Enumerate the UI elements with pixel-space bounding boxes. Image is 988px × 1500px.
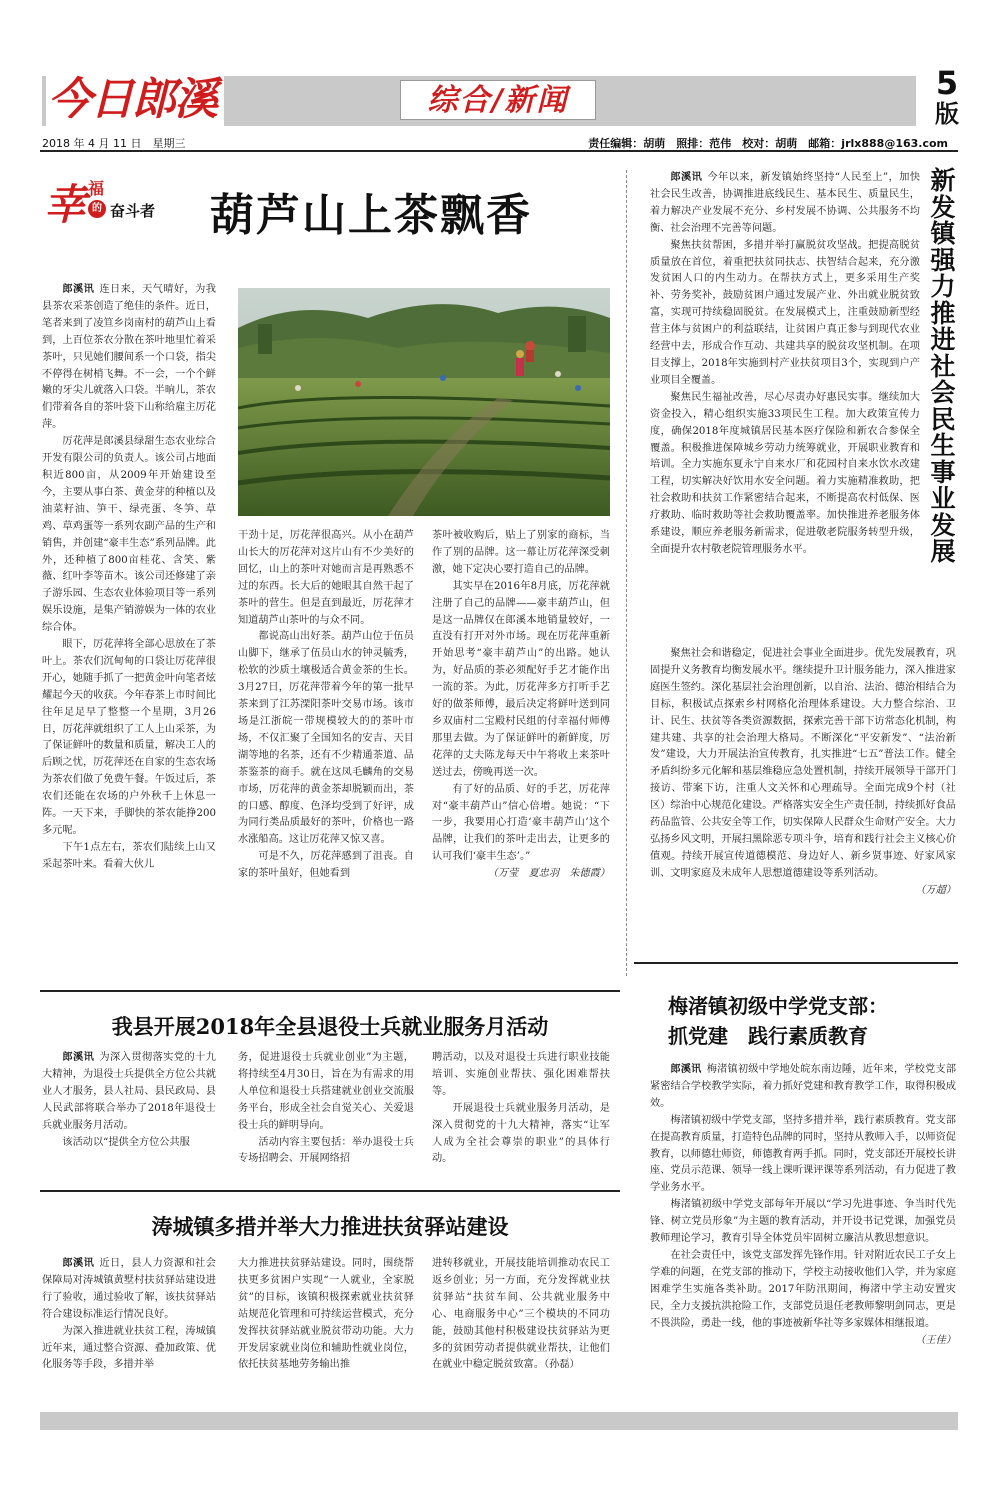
meizhu-headline-line-2: 抓党建 践行素质教育 — [668, 1024, 868, 1048]
tea-col3-para-1: 茶叶被收购后，贴上了别家的商标，当作了别的品牌。这一幕让厉花萍深受刺激，她下定决心要打造自己的品牌。 — [432, 530, 610, 575]
veterans-col3-para-2: 开展退役士兵就业服务月活动，是深入贯彻党的十九大精神，落实“让军人成为全社会尊崇的职业”的具体行动。 — [432, 1102, 610, 1165]
meizhu-para-1: 梅渚镇初级中学地处皖东南边陲，近年来，学校党支部紧密结合学校教学实际，着力抓好党建和教育教学工作，取得积极成效。 — [650, 1064, 956, 1109]
column-divider — [626, 170, 627, 976]
veterans-col1-para-2: 该活动以“提供全方位公共服 — [62, 1136, 190, 1148]
taocheng-col1-para-1: 近日，县人力资源和社会保障局对涛城镇黄墅村扶贫驿站建设进行了验收，通过验收了解，该扶贫驿站符合建设标准运行情况良好。 — [42, 1258, 216, 1320]
column-label — [44, 176, 184, 240]
xinfa-byline: 郎溪讯 — [670, 172, 703, 183]
meizhu-byline: 郎溪讯 — [670, 1064, 702, 1075]
veterans-column-2 — [238, 1050, 414, 1178]
veterans-byline: 郎溪讯 — [62, 1052, 95, 1063]
column-label-rest: 奋斗者 — [110, 202, 156, 220]
tea-column-1 — [42, 282, 216, 972]
masthead-logo: 今日郎溪 — [48, 74, 216, 125]
xinfa-author-sign: （万超） — [915, 884, 956, 896]
taocheng-col2-para-1: 大力推进扶贫驿站建设。同时，围绕帮扶更多贫困户实现“一人就业，全家脱贫”的目标，该镇积极探索就业扶贫驿站规范化管理和可持续运营模式，充分发挥扶贫驿站就业脱贫带动功能。大力开发居家就业岗位和辅助性就业岗位，依托扶贫基地劳务输出推 — [238, 1258, 414, 1371]
page-number-digit: 5 — [935, 64, 959, 102]
xinfa-para-1: 今年以来，新发镇始终坚持“人民至上”，加快社会民生改善，协调推进底线民生、基本民生、质量民生，着力解决产业发展不充分、乡村发展不协调、公共服务不均衡、社会治理不完善等问题。 — [650, 172, 920, 234]
veterans-col3-para-1: 聘活动，以及对退役士兵进行职业技能培训、实施创业帮扶、强化困难帮扶等。 — [432, 1052, 610, 1097]
tea-column-2 — [238, 528, 414, 972]
mid-rule-right — [634, 962, 958, 964]
taocheng-col3-para-1: 进转移就业，开展技能培训推动农民工返乡创业；另一方面，充分发挥就业扶贫驿站“扶贫车间、公共就业服务中心、电商服务中心”三个模块的不同功能，鼓励其他村积极建设扶贫驿站为更多的贫困劳动者提供就业帮扶，让他们在就业中稳定脱贫致富。（孙磊） — [432, 1258, 610, 1371]
veterans-col2-para-2: 活动内容主要包括：举办退役士兵专场招聘会、开展网络招 — [238, 1136, 414, 1165]
taocheng-col1-para-2: 为深入推进就业扶贫工程，涛城镇近年来，通过整合资源、叠加政策、优化服务等手段，多措并举 — [42, 1325, 216, 1371]
header-rule — [40, 150, 958, 152]
veterans-col1-para-1: 为深入贯彻落实党的十九大精神，为退役士兵提供全方位公共就业人才服务，县人社局、县民政局、县人民武部将联合举办了2018年退役士兵就业服务月活动。 — [42, 1052, 216, 1131]
taocheng-byline: 郎溪讯 — [62, 1258, 95, 1269]
veterans-column-3 — [432, 1050, 610, 1178]
meizhu-para-4: 在社会责任中，该党支部发挥先锋作用。针对附近农民工子女上学难的问题，在党支部的推动下，学校主动接收他们入学，并为家庭困难学生实施各类补助。2017年防汛期间，梅渚中学主动安置灾民，全力支援抗洪抢险工作，支部党员退任老教师黎明剑同志，更是不畏洪险，勇赴一线，他的事迹被新华社等多家媒体相继报道。 — [650, 1249, 956, 1329]
meizhu-author-sign: （王佳） — [915, 1334, 956, 1346]
tea-headline: 葫芦山上茶飘香 — [210, 190, 532, 241]
tea-col3-para-3: 有了好的品质、好的手艺，厉花萍对“豪丰葫芦山”信心倍增。她说：“下一步，我要用心打造‘豪丰葫芦山’这个品牌，让我们的茶叶走出去，让更多的认可我们‘豪丰生态’。” — [432, 783, 610, 863]
taocheng-headline: 涛城镇多措并举大力推进扶贫驿站建设 — [151, 1214, 509, 1239]
taocheng-column-3 — [432, 1256, 610, 1404]
tea-col3-para-2: 其实早在2016年8月底，厉花萍就注册了自己的品牌——豪丰葫芦山，但是这一品牌仅在郎溪本地销量较好，一直没有打开对外市场。现在厉花萍重新开始思考“豪丰葫芦山”的出路。她认为，好品质的茶必须配好手艺才能作出一流的茶。为此，厉花萍多方打听手艺好的做茶师傅，最后决定将鲜叶送到同乡双庙村二宝殿村民组的付幸福付师傅那里去做。为了保证鲜叶的新鲜度，厉花萍的丈夫陈龙每天中午将收上来茶叶送过去，傍晚再送一次。 — [432, 580, 610, 778]
xinfa-para-3: 聚焦民生福祉改善，尽心尽责办好惠民实事。继续加大资金投入，精心组织实施33项民生工程。加大政策宣传力度，确保2018年度城镇居民基本医疗保险和新农合参保全覆盖。积极推进保障城乡劳动力统筹就业，开展职业教育和培训。全力实施东夏永宁自来水厂和花园村自来水饮水改建工程，切实解决好饮用水安全问题。着力实施精准救助，把社会救助和扶贫工作紧密结合起来，不断提高农村低保、医疗救助、临时救助等社会救助覆盖率。加快推进养老服务体系建设，顺应养老服务新需求，促进敬老院服务转型升级，全面提升农村敬老院管理服务水平。 — [650, 391, 920, 555]
tea-garden-photo — [238, 288, 610, 516]
tea-col1-para-3: 眼下，厉花萍将全部心思放在了茶叶上。茶农们沉甸甸的口袋让厉花萍很开心，她随手抓了一把黄金叶向笔者炫耀起今天的收获。今年春茶上市时间比往年足足早了整整一个星期，3月26日，厉花萍就组织了工人上山采茶，为了保证鲜叶的数量和质量，解决工人的后顾之忧，厉花萍还在自家的生态农场为茶农们做了免费午餐。午饭过后，茶农们还能在农场的户外秋千上休息一阵。一天下来，手脚快的茶农能挣200多元呢。 — [42, 639, 216, 836]
tea-garden-illustration — [238, 288, 610, 516]
column-label-big: 幸 — [44, 180, 87, 229]
page-number-unit: 版 — [935, 100, 959, 128]
meizhu-headline-line-1: 梅渚镇初级中学党支部： — [668, 994, 888, 1018]
meizhu-para-2: 梅渚镇初级中学党支部，坚持多措并举，践行素质教育。党支部在提高教育质量，打造特色品牌的同时，坚持从教师入手，以师资促教育，以师德壮师资，师德教育两手抓。同时，党支部还开展校长讲座、党员示范课、领导一线上课听课评课等系列活动，有力促进了教学业务水平。 — [650, 1114, 956, 1194]
meizhu-body — [650, 1062, 956, 1404]
veterans-col2-para-1: 务，促进退役士兵就业创业”为主题，将持续至4月30日，旨在为有需求的用人单位和退役士兵搭建就业创业交流服务平台，形成全社会自觉关心、关爱退役士兵的鲜明导向。 — [238, 1052, 414, 1131]
tea-col1-para-1: 连日来，天气晴好，为我县茶农采茶创造了绝佳的条件。近日，笔者来到了凌笪乡岗南村的葫芦山上看到，上百位茶农分散在茶叶地里忙着采茶叶，只见她们腰间系一个口袋，指尖不停得在树梢飞舞。不一会，一个个鲜嫩的牙尖儿就落入口袋。半晌儿，茶农们带着各自的茶叶袋下山称给雇主厉花萍。 — [42, 284, 216, 431]
tea-column-3 — [432, 528, 610, 972]
tea-byline: 郎溪讯 — [62, 284, 95, 295]
column-label-circle: 的 — [88, 200, 106, 218]
section-title: 综合/新闻 — [400, 80, 596, 120]
tea-author-sign: （万莹 夏忠羽 朱德霞） — [487, 868, 610, 880]
tea-col2-para-2: 都说高山出好茶。葫芦山位于伍员山脚下，继承了伍员山水的钟灵毓秀，松软的沙质土壤极适合黄金茶的生长。3月27日，厉花萍带着今年的第一批早茶来到了江苏溧阳茶叶交易市场。该市场是江浙皖一带规模较大的的茶叶市场，不仅汇聚了全国知名的安吉、天目湖等地的名茶，还有不少精通茶道、品茶鉴茶的商手。就在这凤毛麟角的交易市场，厉花萍的黄金茶却脱颖而出，茶的口感、醇度、色泽均受到了好评，成为同行类品质最好的茶叶，价格也一路水涨船高。这让厉花萍又惊又喜。 — [238, 631, 414, 846]
tea-col1-para-4: 下午1点左右，茶农们陆续上山又采起茶叶来。看着大伙儿 — [42, 841, 216, 870]
xinfa-body-bottom — [650, 646, 956, 954]
xinfa-para-2: 聚焦扶贫帮困，多措并举打赢脱贫攻坚战。把提高脱贫质量放在首位，着重把扶贫同扶志、扶智结合起来，充分激发贫困人口的内生动力。在帮扶方式上，更多采用生产奖补、劳务奖补，鼓励贫困户通过发展产业、外出就业脱贫致富，实现可持续稳固脱贫。在发展模式上，注重鼓励新型经营主体与贫困户的利益联结，让贫困户真正参与到现代农业经营中去，形成合作互动、共建共享的脱贫攻坚机制。在项目支撑上，2018年实施到村产业扶贫项目3个，实现到户产业项目全覆盖。 — [650, 239, 920, 386]
tea-col1-para-2: 厉花萍是郎溪县绿甜生态农业综合开发有限公司的负责人。该公司占地面积近800亩，从2009年开始建设至今，主要从事白茶、黄金芽的种植以及油菜籽油、笋干、绿壳蛋、冬笋、草鸡、草鸡蛋等一系列农副产品的生产和销售，并创建“豪丰生态”系列品牌。此外，还种植了800亩桂花、含笑、紫薇、红叶李等苗木。该公司还修建了亲子游乐园、生态农业体验项目等一系列娱乐设施，是集产销游娱为一体的农业综合体。 — [42, 436, 216, 634]
footer-band — [40, 1412, 958, 1430]
editor-credits: 责任编辑：胡萌 照排：范伟 校对：胡萌 邮箱：jrlx888@163.com — [588, 137, 948, 150]
taocheng-column-1 — [42, 1256, 216, 1404]
xinfa-para-4: 聚焦社会和谐稳定，促进社会事业全面进步。优先发展教育，巩固提升义务教育均衡发展水平。继续提升卫计服务能力，深入推进家庭医生签约。深化基层社会治理创新，以自治、法治、德治相结合为目标，积极试点探索乡村网格化治理体系建设。大力整合综治、卫计、民生、扶贫等各类资源数据，探索完善干部下访常态化机制，构建共建、共享的社会治理大格局。不断深化“平安新发”、“法治新发”建设，大力开展法治宣传教育，扎实推进“七五”普法工作。健全矛盾纠纷多元化解和基层维稳应急处置机制，持续开展领导干部开门接访、带案下访，注重人文关怀和心理疏导。全面完成9个村（社区）综治中心规范化建设。严格落实安全生产责任制，持续抓好食品药品监管、公共安全等工作，切实保障人民群众生命财产安全。大力弘扬乡风文明，开展扫黑除恶专项斗争，培育和践行社会主义核心价值观。持续开展宣传道德模范、身边好人、新乡贤事迹、好家风家训、文明家庭及未成年人思想道德建设等系列活动。 — [650, 648, 956, 879]
column-label-small: 福 — [88, 179, 105, 198]
page-number — [922, 66, 972, 128]
meizhu-para-3: 梅渚镇初级中学党支部每年开展以“学习先进事迹、争当时代先锋、树立党员形象”为主题的教育活动，并开设书记党课，加强党员教师理论学习，教育引导全体党员牢固树立廉洁从教思想意识。 — [650, 1199, 956, 1245]
veterans-headline: 我县开展2018年全县退役士兵就业服务月活动 — [111, 1014, 549, 1039]
tea-col2-para-3: 可是不久，厉花萍感到了沮丧。自家的茶叶虽好，但她看到 — [238, 851, 414, 880]
mid-rule-left — [40, 990, 620, 992]
header-band-left-cap — [42, 76, 46, 126]
xinfa-headline: 新发镇强力推进社会民生事业发展 — [930, 166, 956, 566]
taocheng-column-2 — [238, 1256, 414, 1404]
lower-rule-left — [40, 1190, 620, 1192]
veterans-column-1 — [42, 1050, 216, 1178]
dateline: 2018 年 4 月 11 日 星期三 — [42, 137, 186, 150]
tea-col2-para-1: 干劲十足，厉花萍很高兴。从小在葫芦山长大的厉花萍对这片山有不少美好的回忆，山上的茶叶对她而言是再熟悉不过的东西。长大后的她眼其自然干起了茶叶的营生。但是直到最近，厉花萍才知道葫芦山茶叶的与众不同。 — [238, 530, 414, 626]
xinfa-body-top — [650, 170, 920, 580]
